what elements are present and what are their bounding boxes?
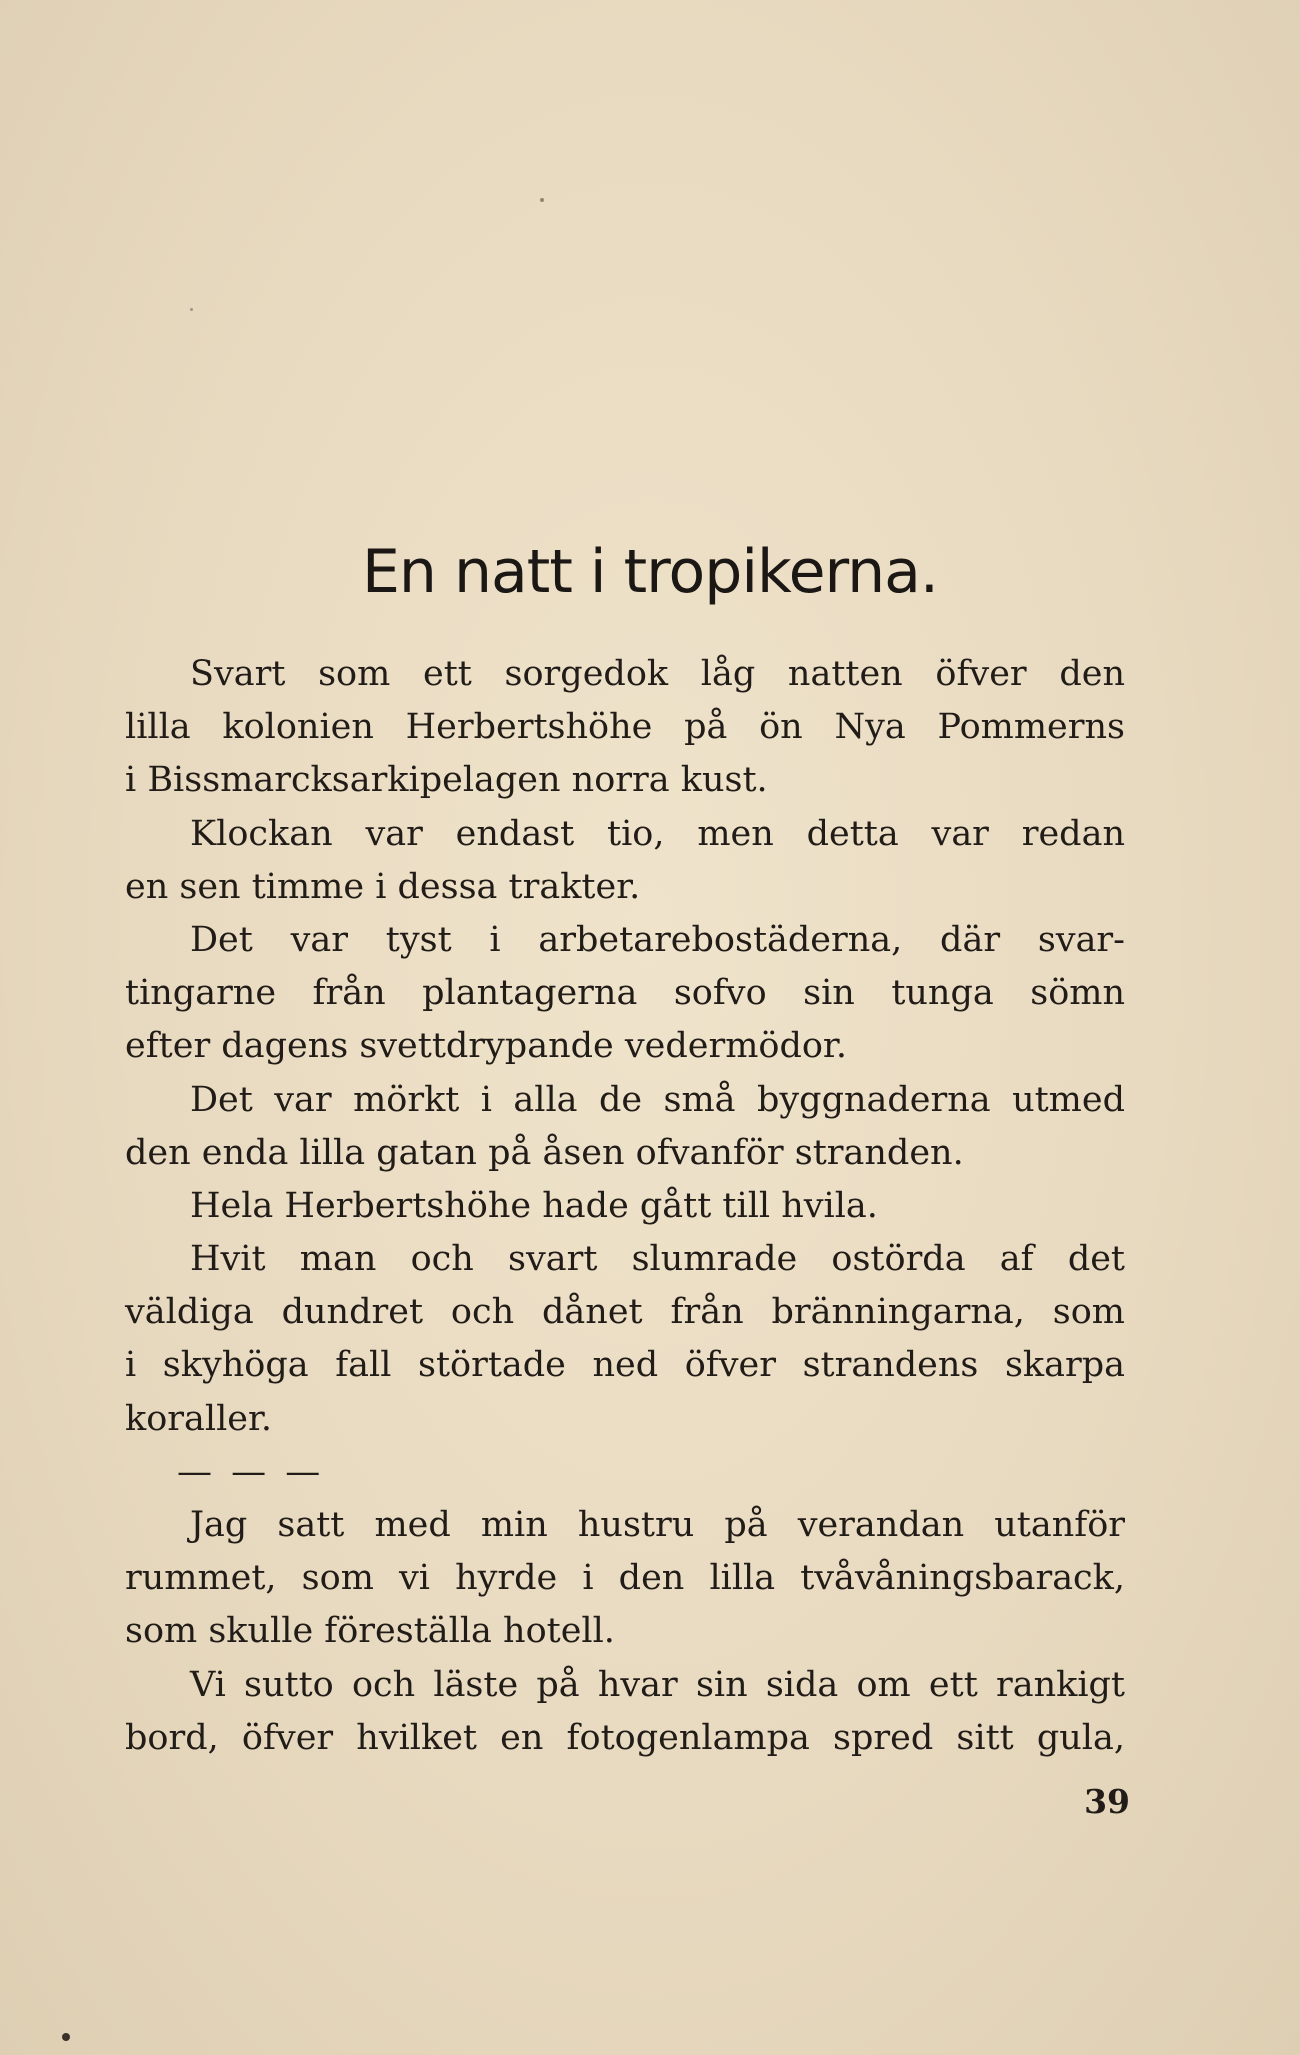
page-number: 39 bbox=[1084, 1782, 1130, 1821]
text-line: Jag satt med min hustru på verandan utanför bbox=[190, 1505, 1125, 1545]
text-line: koraller. bbox=[125, 1398, 272, 1439]
text-line: en sen timme i dessa trakter. bbox=[125, 866, 641, 907]
text-line: i Bissmarcksarkipelagen norra kust. bbox=[125, 760, 768, 801]
text-line: Det var tyst i arbetarebostäderna, där svar- bbox=[190, 919, 1125, 960]
text-line: efter dagens svettdrypande vedermödor. bbox=[125, 1026, 847, 1067]
body-text bbox=[125, 648, 1125, 1765]
text-line: Svart som ett sorgedok låg natten öfver den bbox=[190, 654, 1125, 694]
text-line: Hvit man och svart slumrade ostörda af det bbox=[190, 1239, 1125, 1280]
text-line: Klockan var endast tio, men detta var redan bbox=[190, 813, 1125, 854]
paper-speck bbox=[62, 2033, 70, 2041]
text-line: den enda lilla gatan på åsen ofvanför stranden. bbox=[125, 1132, 964, 1173]
text-line: i skyhöga fall störtade ned öfver strandens skarpa bbox=[125, 1345, 1125, 1386]
text-line: bord, öfver hvilket en fotogenlampa spred sitt gula, bbox=[125, 1717, 1125, 1758]
section-separator: — — — bbox=[177, 1451, 325, 1492]
paper-speck bbox=[190, 308, 193, 311]
text-line: väldiga dundret och dånet från bränningarna, som bbox=[125, 1292, 1125, 1333]
text-line: som skulle föreställa hotell. bbox=[125, 1611, 615, 1652]
text-line: lilla kolonien Herbertshöhe på ön Nya Pommerns bbox=[125, 707, 1125, 748]
text-line: Hela Herbertshöhe hade gått till hvila. bbox=[190, 1185, 878, 1226]
text-line: rummet, som vi hyrde i den lilla tvåvåningsbarack, bbox=[125, 1558, 1125, 1599]
paper-speck bbox=[540, 198, 544, 202]
text-line: Det var mörkt i alla de små byggnaderna utmed bbox=[190, 1079, 1125, 1120]
text-line: Vi sutto och läste på hvar sin sida om ett rankigt bbox=[190, 1664, 1125, 1705]
chapter-title: En natt i tropikerna. bbox=[361, 537, 938, 607]
text-line: tingarne från plantagerna sofvo sin tunga sömn bbox=[125, 973, 1125, 1014]
